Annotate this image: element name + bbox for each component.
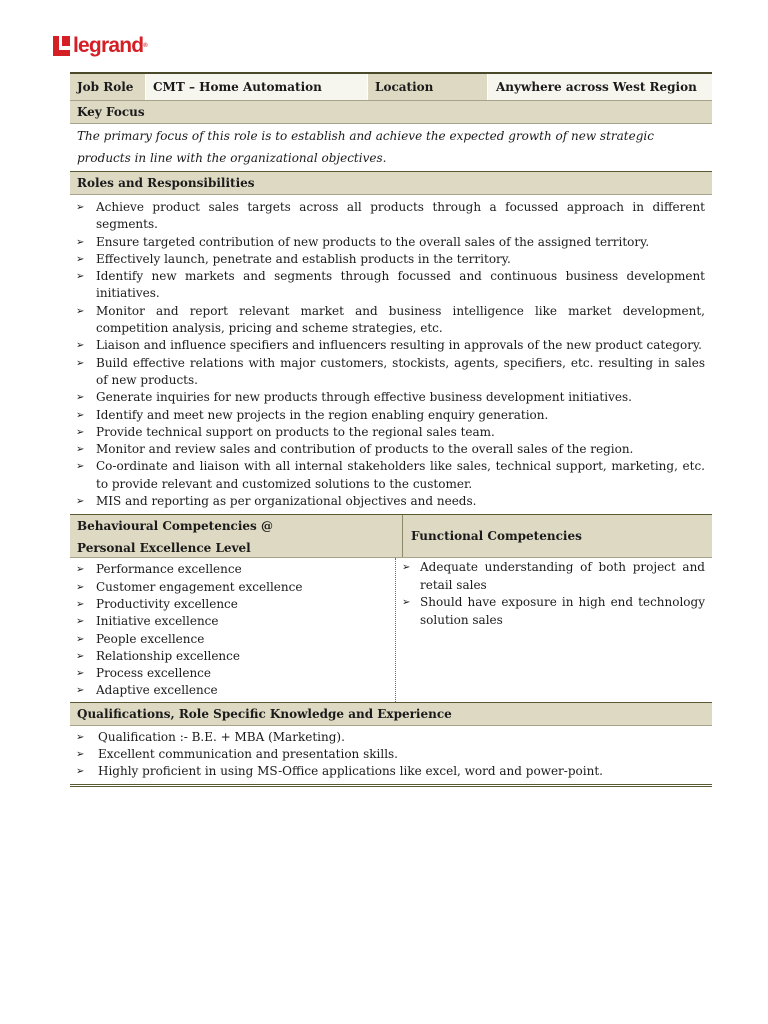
list-item: ➢ Provide technical support on products to the regional sales team.	[70, 424, 705, 441]
list-item: ➢ Excellent communication and presentation skills.	[70, 746, 712, 763]
behavioural-competencies-list	[70, 561, 395, 699]
list-item: ➢ Adaptive excellence	[70, 682, 395, 699]
list-item: ➢ Co-ordinate and liaison with all internal stakeholders like sales, technical support, marketing, etc. to provide relevant and customized solutions to the customer.	[76, 459, 705, 491]
functional-competencies-cell	[396, 558, 712, 701]
list-item: ➢ Build effective relations with major customers, stockists, agents, specifiers, etc. resulting in sales of new products.	[76, 355, 705, 387]
list-item: ➢ Productivity excellence	[70, 596, 395, 613]
arrowhead-bullet-icon: ➢	[76, 598, 85, 610]
arrowhead-bullet-icon: ➢	[76, 685, 85, 697]
list-item: ➢ Process excellence	[70, 665, 395, 682]
arrowhead-bullet-icon: ➢	[76, 461, 85, 473]
legrand-logo	[53, 34, 147, 58]
competencies-header	[70, 515, 712, 558]
behavioural-competencies-cell	[70, 558, 396, 701]
competencies-body	[70, 558, 712, 702]
arrowhead-bullet-icon: ➢	[76, 444, 85, 456]
arrowhead-bullet-icon: ➢	[76, 271, 85, 283]
qualifications-list	[70, 729, 712, 781]
list-item: ➢ Liaison and influence specifiers and influencers resulting in approvals of the new product category.	[70, 337, 705, 354]
list-item: ➢ Qualification :- B.E. + MBA (Marketing).	[70, 729, 712, 746]
arrowhead-bullet-icon: ➢	[402, 562, 411, 574]
list-item: ➢ Generate inquiries for new products through effective business development initiatives.	[70, 389, 705, 406]
list-item: ➢ Highly proficient in using MS-Office applications like excel, word and power-point.	[70, 763, 712, 780]
arrowhead-bullet-icon: ➢	[76, 668, 85, 680]
arrowhead-bullet-icon: ➢	[76, 564, 85, 576]
key-focus-heading: Key Focus	[70, 101, 712, 124]
legrand-wordmark: legrand®	[73, 34, 147, 57]
arrowhead-bullet-icon: ➢	[76, 731, 85, 743]
list-item: ➢ Ensure targeted contribution of new products to the overall sales of the assigned territory.	[70, 234, 705, 251]
qualifications-section	[70, 726, 712, 787]
arrowhead-bullet-icon: ➢	[76, 392, 85, 404]
functional-competencies-list	[396, 559, 705, 629]
list-item: ➢ Adequate understanding of both project and retail sales	[402, 560, 705, 592]
job-role-value: CMT – Home Automation	[146, 74, 368, 100]
job-description-table	[70, 72, 712, 787]
arrowhead-bullet-icon: ➢	[76, 749, 85, 761]
arrowhead-bullet-icon: ➢	[76, 340, 85, 352]
legrand-logo-mark-icon	[53, 36, 70, 56]
list-item: ➢ Monitor and review sales and contribution of products to the overall sales of the region.	[70, 441, 705, 458]
arrowhead-bullet-icon: ➢	[76, 236, 85, 248]
roles-heading: Roles and Responsibilities	[70, 172, 712, 195]
list-item: ➢ Relationship excellence	[70, 648, 395, 665]
arrowhead-bullet-icon: ➢	[76, 633, 85, 645]
arrowhead-bullet-icon: ➢	[76, 650, 85, 662]
location-label: Location	[368, 74, 488, 100]
list-item: ➢ Achieve product sales targets across all products through a focussed approach in different segments.	[76, 200, 705, 232]
roles-list	[70, 199, 705, 510]
list-item: ➢ People excellence	[70, 631, 395, 648]
job-role-label: Job Role	[70, 74, 146, 100]
list-item: ➢ Initiative excellence	[70, 613, 395, 630]
arrowhead-bullet-icon: ➢	[76, 253, 85, 265]
arrowhead-bullet-icon: ➢	[76, 409, 85, 421]
list-item: ➢ Monitor and report relevant market and business intelligence like market development, competition analysis, pricing and scheme strategies, etc.	[76, 303, 705, 336]
job-info-row	[70, 72, 712, 101]
location-value: Anywhere across West Region	[488, 74, 712, 100]
arrowhead-bullet-icon: ➢	[76, 426, 85, 438]
arrowhead-bullet-icon: ➢	[76, 581, 85, 593]
arrowhead-bullet-icon: ➢	[76, 766, 85, 778]
arrowhead-bullet-icon: ➢	[76, 305, 85, 317]
roles-section	[70, 195, 712, 515]
behavioural-competencies-heading: Behavioural Competencies @ Personal Excellence Level	[70, 515, 403, 557]
qualifications-heading: Qualifications, Role Specific Knowledge and Experience	[70, 703, 712, 726]
list-item: ➢ Identify and meet new projects in the region enabling enquiry generation.	[70, 407, 705, 424]
list-item: ➢ Should have exposure in high end technology solution sales	[402, 595, 705, 627]
list-item: ➢ Performance excellence	[70, 561, 395, 578]
arrowhead-bullet-icon: ➢	[402, 597, 411, 609]
list-item: ➢ Customer engagement excellence	[70, 579, 395, 596]
arrowhead-bullet-icon: ➢	[76, 202, 85, 213]
functional-competencies-heading: Functional Competencies	[403, 515, 712, 557]
arrowhead-bullet-icon: ➢	[76, 496, 85, 508]
list-item: ➢ Identify new markets and segments through focussed and continuous business development initiatives.	[76, 269, 705, 301]
key-focus-text: The primary focus of this role is to establish and achieve the expected growth of new strategic products in line with the organizational objectives.	[70, 124, 712, 172]
arrowhead-bullet-icon: ➢	[76, 616, 85, 628]
arrowhead-bullet-icon: ➢	[76, 357, 85, 369]
list-item: ➢ Effectively launch, penetrate and establish products in the territory.	[70, 251, 705, 268]
list-item: ➢ MIS and reporting as per organizational objectives and needs.	[70, 493, 705, 510]
